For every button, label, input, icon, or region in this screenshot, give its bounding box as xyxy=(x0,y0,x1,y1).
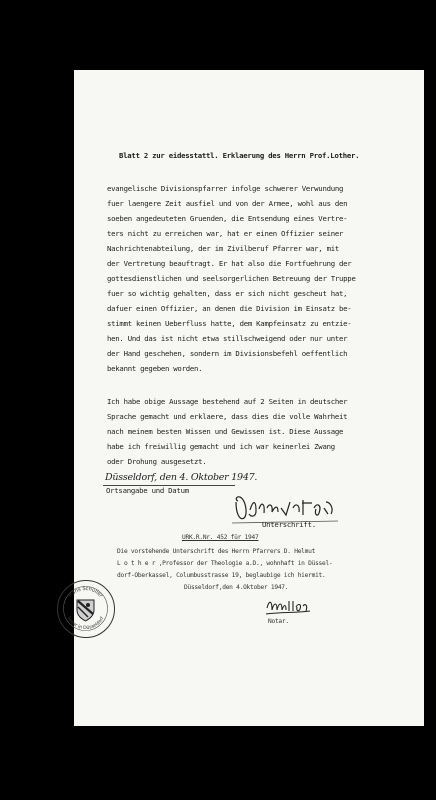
page-header: Blatt 2 zur eidesstattl. Erklaerung des Herrn Prof.Lother. xyxy=(119,151,360,160)
text-line: habe ich freiwillig gemacht und ich war keinerlei Zwang xyxy=(107,442,335,451)
text-line: Ich habe obige Aussage bestehend auf 2 Seiten in deutscher xyxy=(107,397,348,406)
signature-label: Unterschrift. xyxy=(262,520,316,529)
text-line: oder Drohung ausgesetzt. xyxy=(107,457,207,466)
text-line: gottesdienstlichen und seelsorgerlichen Betreuung der Truppe xyxy=(107,274,356,283)
notary-seal xyxy=(57,580,115,638)
place-date-handwritten: Düsseldorf, den 4. Oktober 1947. xyxy=(105,472,258,483)
text-line: der Vertretung beauftragt. Er hat also die Fortfuehrung der xyxy=(107,259,352,268)
notary-register-number: URK.R.Nr. 452 für 1947 xyxy=(182,534,259,541)
text-line: dafuer einen Offizier, an denen die Division im Einsatz be- xyxy=(107,304,352,313)
notary-text-line: Die vorstehende Unterschrift des Herrn Pfarrers D. Helmut xyxy=(117,548,316,555)
svg-text:Notar in Düsseldorf: Notar in Düsseldorf xyxy=(65,616,106,632)
notary-signature xyxy=(265,596,311,620)
text-line: fuer so wichtig gehalten, dass er sich nicht gescheut hat, xyxy=(107,289,348,298)
place-date-label: Ortsangabe und Datum xyxy=(106,486,189,495)
text-line: evangelische Divisionspfarrer infolge schwerer Verwundung xyxy=(107,184,344,193)
text-line: fuer laengere Zeit ausfiel und von der Armee, wohl aus den xyxy=(107,199,348,208)
text-line: soeben angedeuteten Gruenden, die Entsendung eines Vertre- xyxy=(107,214,348,223)
notary-label: Notar. xyxy=(268,618,289,625)
text-line: bekannt gegeben worden. xyxy=(107,364,203,373)
text-line: hen. Und das ist nicht etwa stillschweigend oder nur unter xyxy=(107,334,348,343)
text-line: stimmt keinen Ueberfluss hatte, dem Kampfeinsatz zu entzie- xyxy=(107,319,352,328)
notary-text-line: dorf-Oberkassel, Columbusstrasse 19, beglaubige ich hiermit. xyxy=(117,572,326,579)
text-line: der Hand geschehen, sondern im Divisionsbefehl oeffentlich xyxy=(107,349,348,358)
notary-seal-image xyxy=(58,581,113,636)
text-line: ters nicht zu erreichen war, hat er einen Offizier seiner xyxy=(107,229,344,238)
notary-text-line: Düsseldorf,den 4.Oktober 1947. xyxy=(184,584,289,591)
svg-text:Hans Schüller: Hans Schüller xyxy=(67,585,104,599)
notary-text-line: L o t h e r ,Professor der Theologie a.D., wohnhaft in Düssel- xyxy=(117,560,333,567)
text-line: nach meinem besten Wissen und Gewissen ist. Diese Aussage xyxy=(107,427,344,436)
text-line: Sprache gemacht und erklaere, dass dies die volle Wahrheit xyxy=(107,412,348,421)
text-line: Nachrichtenabteilung, der im Zivilberuf Pfarrer war, mit xyxy=(107,244,340,253)
